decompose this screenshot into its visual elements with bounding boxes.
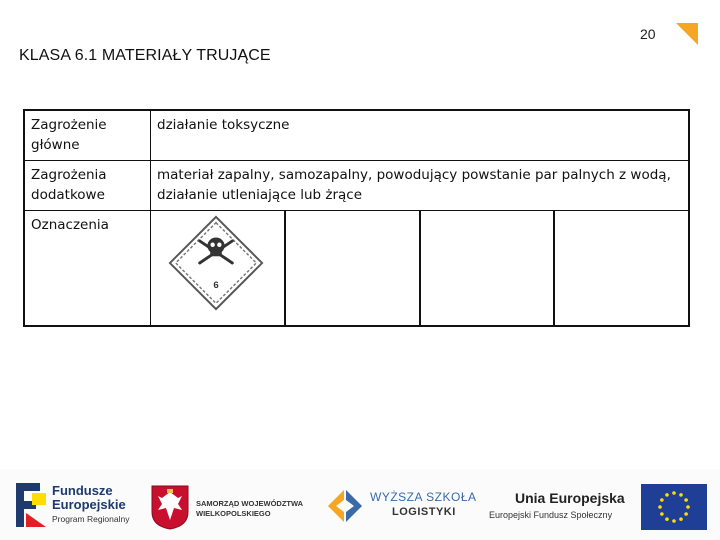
eu-star-icon (684, 498, 688, 502)
row-label: Oznaczenia (25, 211, 151, 325)
row-label: Zagrożenia dodatkowe (25, 161, 151, 210)
corner-triangle-icon (676, 23, 698, 45)
fundusze-europejskie-logo (12, 477, 144, 533)
unia-europejska-text-logo (488, 488, 634, 526)
eu-star-icon (658, 505, 662, 509)
toxic-diamond-label (168, 215, 264, 311)
row-value: działanie toksyczne (157, 117, 290, 133)
wsl-logo (326, 486, 486, 526)
slide-title: KLASA 6.1 MATERIAŁY TRUJĄCE (19, 47, 271, 64)
eu-star-icon (660, 498, 664, 502)
ue-title: Unia Europejska (515, 490, 625, 506)
wsl-arrows-icon (326, 488, 364, 524)
eu-star-icon (660, 512, 664, 516)
eu-star-icon (686, 505, 690, 509)
eu-star-icon (679, 493, 683, 497)
eu-flag-icon (641, 484, 707, 530)
table-row (25, 111, 688, 161)
hazard-info-table (23, 109, 690, 327)
row-value: materiał zapalny, samozapalny, powodujący powstanie par palnych z wodą, działanie utleniające lub żrące (157, 167, 671, 203)
row-label: Zagrożenie główne (25, 111, 151, 160)
hazard-mark-cell (421, 211, 556, 325)
eu-star-icon (679, 517, 683, 521)
hazard-mark-cell (286, 211, 421, 325)
eu-star-icon (672, 491, 676, 495)
fe-title: Fundusze Europejskie (52, 483, 126, 512)
hazard-class-number: 6 (213, 279, 219, 291)
hazard-mark-cell (555, 211, 688, 325)
eagle-crest-icon (150, 484, 190, 530)
eu-star-icon (672, 519, 676, 523)
fe-subtitle: Program Regionalny (52, 514, 130, 524)
eu-star-icon (665, 517, 669, 521)
table-row (25, 161, 688, 211)
wsl-line1: WYŻSZA SZKOŁA (370, 490, 477, 504)
page-number: 20 (640, 26, 656, 42)
eu-star-icon (684, 512, 688, 516)
hazard-mark-cell (151, 211, 286, 325)
table-row (25, 211, 688, 325)
eu-star-icon (665, 493, 669, 497)
fe-star-icon (12, 479, 48, 531)
ue-subtitle: Europejski Fundusz Społeczny (489, 510, 613, 520)
hazard-marks (151, 211, 688, 325)
wielkopolska-text: SAMORZĄD WOJEWÓDZTWA WIELKOPOLSKIEGO (196, 499, 304, 518)
wsl-line2: LOGISTYKI (392, 506, 456, 518)
wielkopolska-logo (150, 484, 320, 530)
